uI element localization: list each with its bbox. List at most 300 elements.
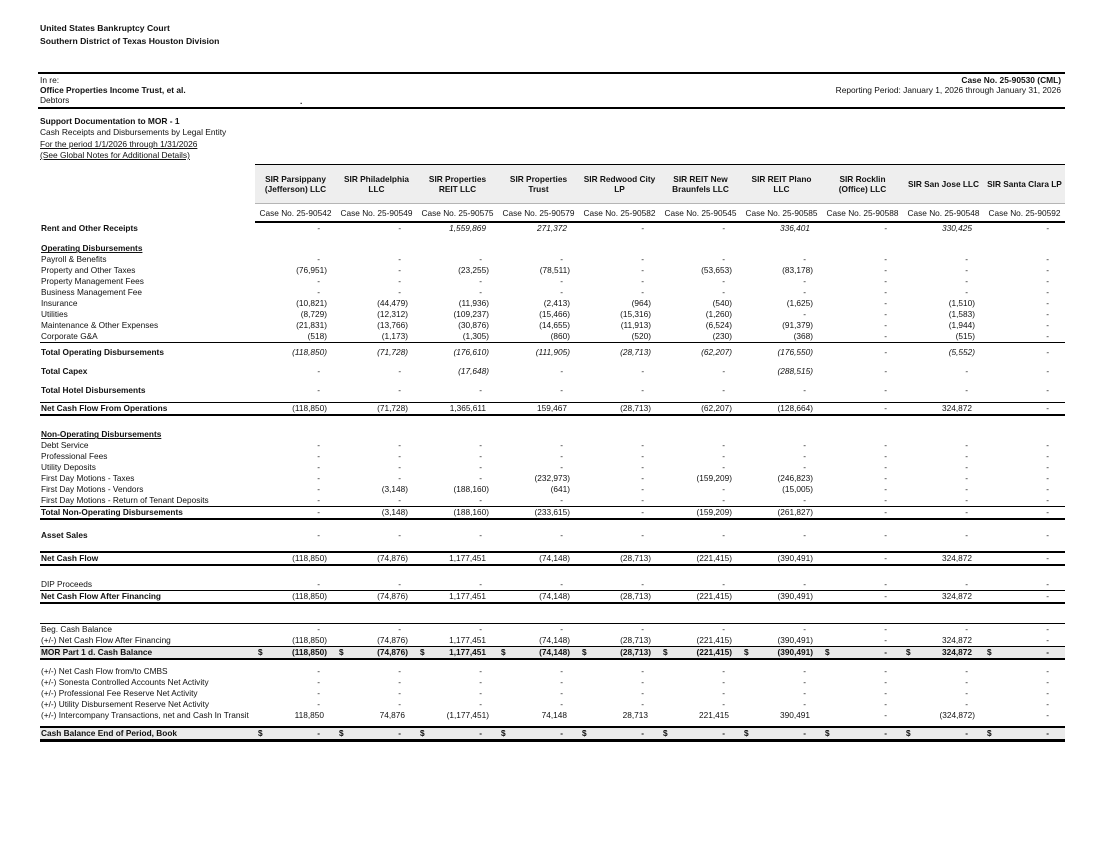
cell: - bbox=[479, 473, 482, 484]
spacer-cell bbox=[40, 603, 1065, 624]
cell: $ - bbox=[579, 727, 660, 741]
cell: - bbox=[1046, 484, 1049, 495]
cell: - bbox=[965, 385, 968, 396]
spacer-cell bbox=[40, 377, 1065, 385]
dollar-sign: $ bbox=[744, 647, 749, 658]
cell: $ - bbox=[903, 727, 984, 741]
cell: - bbox=[660, 495, 741, 507]
cell: 74,876 bbox=[379, 710, 405, 721]
cell: 1,559,869 bbox=[449, 223, 486, 234]
cell: - bbox=[398, 223, 401, 234]
cell: 324,872 bbox=[903, 552, 984, 565]
cell: - bbox=[398, 366, 401, 377]
cell: - bbox=[884, 265, 887, 276]
cell: - bbox=[822, 624, 903, 636]
cell: - bbox=[560, 688, 563, 699]
entity-name: SIR Parsippany (Jefferson) LLC bbox=[255, 165, 336, 204]
cell: - bbox=[884, 276, 887, 287]
row-label: Property and Other Taxes bbox=[41, 265, 136, 276]
cell: - bbox=[741, 495, 822, 507]
table-row bbox=[40, 591, 1065, 604]
cell: - bbox=[641, 699, 644, 710]
cell: - bbox=[317, 287, 320, 298]
cell: (15,005) bbox=[782, 484, 813, 495]
cell: - bbox=[1046, 440, 1049, 451]
cell: - bbox=[741, 624, 822, 636]
row-label: (+/-) Net Cash Flow from/to CMBS bbox=[41, 666, 168, 677]
entity-name: SIR REIT Plano LLC bbox=[741, 165, 822, 204]
entity-case-no: Case No. 25-90592 bbox=[984, 204, 1065, 223]
cell: - bbox=[560, 462, 563, 473]
table-row bbox=[40, 331, 1065, 343]
case-header bbox=[38, 72, 1065, 109]
spacer-row bbox=[40, 519, 1065, 530]
cell: - bbox=[722, 484, 725, 495]
row-label: Payroll & Benefits bbox=[41, 254, 107, 265]
spacer-cell bbox=[40, 565, 1065, 579]
cell: - bbox=[255, 507, 336, 520]
entity-case-no: Case No. 25-90579 bbox=[498, 204, 579, 223]
doc-notes-ref: (See Global Notes for Additional Details) bbox=[40, 150, 190, 161]
cell: - bbox=[560, 366, 563, 377]
cell: - bbox=[965, 530, 968, 541]
cell: - bbox=[641, 473, 644, 484]
row-label: Maintenance & Other Expenses bbox=[41, 320, 159, 331]
cell: (1,177,451) bbox=[446, 710, 489, 721]
cell: - bbox=[317, 451, 320, 462]
dollar-sign: $ bbox=[501, 728, 506, 739]
cell: (390,491) bbox=[741, 635, 822, 647]
cell: (1,173) bbox=[336, 331, 417, 343]
spacer-row bbox=[40, 541, 1065, 552]
cell: - bbox=[884, 440, 887, 451]
cell: 159,467 bbox=[498, 403, 579, 416]
cell: - bbox=[479, 287, 482, 298]
cell: - bbox=[560, 276, 563, 287]
cell: (176,610) bbox=[453, 347, 489, 358]
cell: - bbox=[560, 677, 563, 688]
cell: - bbox=[884, 462, 887, 473]
cell: - bbox=[398, 385, 401, 396]
cell: - bbox=[641, 223, 644, 234]
table-row bbox=[40, 635, 1065, 647]
cell: - bbox=[722, 276, 725, 287]
entity-name: SIR Rocklin (Office) LLC bbox=[822, 165, 903, 204]
cell: (230) bbox=[660, 331, 741, 343]
row-label: (+/-) Professional Fee Reserve Net Activity bbox=[41, 688, 198, 699]
cell: - bbox=[884, 287, 887, 298]
cell: 271,372 bbox=[537, 223, 567, 234]
cell: - bbox=[803, 287, 806, 298]
cell: - bbox=[722, 366, 725, 377]
cell: - bbox=[560, 287, 563, 298]
cell: - bbox=[884, 347, 887, 358]
cell: - bbox=[317, 440, 320, 451]
cell: (28,713) bbox=[579, 635, 660, 647]
cell: - bbox=[479, 451, 482, 462]
cell: 1,177,451 bbox=[417, 635, 498, 647]
cell: $ - bbox=[984, 647, 1065, 660]
cell: - bbox=[984, 507, 1065, 520]
cell: - bbox=[1046, 366, 1049, 377]
spacer-cell bbox=[40, 415, 1065, 429]
cell: (74,876) bbox=[336, 635, 417, 647]
dollar-sign: $ bbox=[987, 728, 992, 739]
cell: - bbox=[317, 677, 320, 688]
row-label: Corporate G&A bbox=[40, 331, 255, 343]
cell: - bbox=[903, 507, 984, 520]
cell: (6,524) bbox=[705, 320, 732, 331]
cell: - bbox=[398, 265, 401, 276]
spacer-cell bbox=[40, 659, 1065, 666]
cell: $ - bbox=[336, 727, 417, 741]
cell: (1,260) bbox=[705, 309, 732, 320]
cell: - bbox=[641, 666, 644, 677]
doc-subtitle: Cash Receipts and Disbursements by Legal Entity bbox=[40, 127, 227, 138]
row-label: Debt Service bbox=[41, 440, 89, 451]
cell: - bbox=[965, 666, 968, 677]
cell: - bbox=[884, 530, 887, 541]
court-name: United States Bankruptcy Court bbox=[40, 23, 170, 33]
cell: - bbox=[579, 624, 660, 636]
court-district: Southern District of Texas Houston Division bbox=[40, 35, 220, 46]
entity-case-no: Case No. 25-90545 bbox=[660, 204, 741, 223]
cell: - bbox=[884, 254, 887, 265]
cell: (1,305) bbox=[417, 331, 498, 343]
mor-table bbox=[40, 164, 1065, 742]
row-label: Net Cash Flow bbox=[40, 552, 255, 565]
cell: - bbox=[398, 462, 401, 473]
row-label: Beg. Cash Balance bbox=[40, 624, 255, 636]
spacer-row bbox=[40, 603, 1065, 624]
table-row bbox=[40, 403, 1065, 416]
cell: 28,713 bbox=[622, 710, 648, 721]
dollar-sign: $ bbox=[501, 647, 506, 658]
cell bbox=[660, 243, 741, 254]
spacer-row bbox=[40, 377, 1065, 385]
cell: - bbox=[1046, 451, 1049, 462]
cell: - bbox=[965, 254, 968, 265]
cell: - bbox=[722, 530, 725, 541]
cell: (288,515) bbox=[777, 366, 813, 377]
cell: - bbox=[884, 385, 887, 396]
cell: - bbox=[965, 265, 968, 276]
cell: - bbox=[884, 309, 887, 320]
cell: - bbox=[822, 591, 903, 604]
cell: - bbox=[336, 624, 417, 636]
cell: (518) bbox=[255, 331, 336, 343]
cell: - bbox=[803, 254, 806, 265]
cell: - bbox=[560, 666, 563, 677]
cell: - bbox=[479, 688, 482, 699]
table-row bbox=[40, 298, 1065, 309]
in-re-label: In re: bbox=[40, 75, 60, 85]
cell: - bbox=[398, 276, 401, 287]
mor-table-head bbox=[40, 165, 1065, 223]
dollar-sign: $ bbox=[825, 647, 830, 658]
court-header bbox=[40, 22, 219, 47]
cell bbox=[822, 429, 903, 440]
table-row bbox=[40, 624, 1065, 636]
row-label: Total Hotel Disbursements bbox=[41, 385, 146, 396]
cell: - bbox=[1046, 462, 1049, 473]
cell: $ - bbox=[984, 727, 1065, 741]
cell: - bbox=[1046, 473, 1049, 484]
debtors-label: Debtors bbox=[40, 94, 70, 105]
cell: - bbox=[641, 688, 644, 699]
cell: - bbox=[498, 624, 579, 636]
cell: - bbox=[884, 298, 887, 309]
cell: - bbox=[884, 320, 887, 331]
cell bbox=[660, 429, 741, 440]
cell: (860) bbox=[498, 331, 579, 343]
spacer-row bbox=[40, 234, 1065, 243]
cell: - bbox=[903, 624, 984, 636]
entity-case-row bbox=[40, 204, 1065, 223]
cell: - bbox=[803, 440, 806, 451]
cell: - bbox=[822, 495, 903, 507]
cell: - bbox=[317, 688, 320, 699]
cell: - bbox=[965, 451, 968, 462]
cell: (520) bbox=[579, 331, 660, 343]
entity-header-row bbox=[40, 165, 1065, 204]
dollar-sign: $ bbox=[663, 728, 668, 739]
cell: - bbox=[641, 462, 644, 473]
cell: (261,827) bbox=[741, 507, 822, 520]
cell: - bbox=[965, 366, 968, 377]
cell: - bbox=[479, 462, 482, 473]
cell: (111,905) bbox=[535, 347, 570, 358]
cell: (118,850) bbox=[292, 347, 327, 358]
table-row bbox=[40, 254, 1065, 265]
cell: - bbox=[398, 451, 401, 462]
cell: - bbox=[965, 688, 968, 699]
dollar-sign: $ bbox=[744, 728, 749, 739]
cell bbox=[903, 243, 984, 254]
cell: - bbox=[803, 276, 806, 287]
cell: (44,479) bbox=[377, 298, 408, 309]
cell: (118,850) bbox=[255, 591, 336, 604]
cell: - bbox=[317, 254, 320, 265]
cell bbox=[417, 429, 498, 440]
cell: 390,491 bbox=[780, 710, 810, 721]
cell: - bbox=[1046, 530, 1049, 541]
table-row bbox=[40, 552, 1065, 565]
table-row bbox=[40, 309, 1065, 320]
cell: (118,850) bbox=[255, 552, 336, 565]
row-label: Utilities bbox=[41, 309, 68, 320]
cell: (1,583) bbox=[948, 309, 975, 320]
cell: - bbox=[1046, 309, 1049, 320]
table-row bbox=[40, 699, 1065, 710]
doc-period: For the period 1/1/2026 through 1/31/2026 bbox=[40, 138, 198, 149]
cell: (176,550) bbox=[777, 347, 813, 358]
cell: - bbox=[884, 710, 887, 721]
cell: - bbox=[984, 552, 1065, 565]
debtor-name: Office Properties Income Trust, et al. bbox=[40, 84, 186, 95]
cell bbox=[255, 243, 336, 254]
cell bbox=[984, 429, 1065, 440]
cell: $ - bbox=[822, 727, 903, 741]
cell: (23,255) bbox=[458, 265, 489, 276]
cell: (964) bbox=[631, 298, 651, 309]
entity-name: SIR Redwood City LP bbox=[579, 165, 660, 204]
cell: - bbox=[317, 699, 320, 710]
cell: $ - bbox=[417, 727, 498, 741]
cell: - bbox=[803, 677, 806, 688]
cell: - bbox=[560, 451, 563, 462]
cell: (11,936) bbox=[458, 298, 489, 309]
cell: - bbox=[965, 440, 968, 451]
cell: (11,913) bbox=[620, 320, 651, 331]
row-label: (+/-) Utility Disbursement Reserve Net Activity bbox=[41, 699, 210, 710]
cell: - bbox=[722, 666, 725, 677]
table-row bbox=[40, 688, 1065, 699]
dollar-sign: $ bbox=[987, 647, 992, 658]
row-label: (+/-) Net Cash Flow After Financing bbox=[40, 635, 255, 647]
spacer-row bbox=[40, 565, 1065, 579]
table-row bbox=[40, 579, 1065, 591]
cell bbox=[417, 243, 498, 254]
row-label: Cash Balance End of Period, Book bbox=[40, 727, 255, 741]
cell bbox=[741, 429, 822, 440]
case-header-right bbox=[836, 76, 1061, 105]
cell: - bbox=[803, 309, 806, 320]
cell: - bbox=[479, 666, 482, 677]
cell: - bbox=[560, 254, 563, 265]
cell: - bbox=[965, 484, 968, 495]
table-row bbox=[40, 507, 1065, 520]
cell: - bbox=[317, 276, 320, 287]
cell: 1,365,611 bbox=[417, 403, 498, 416]
cell: $ (221,415) bbox=[660, 647, 741, 660]
reporting-period: Reporting Period: January 1, 2026 through January 31, 2026 bbox=[835, 84, 1061, 95]
cell: - bbox=[398, 579, 401, 590]
cell: - bbox=[317, 666, 320, 677]
entity-case-no: Case No. 25-90582 bbox=[579, 204, 660, 223]
cell: - bbox=[317, 462, 320, 473]
cell: (13,766) bbox=[377, 320, 408, 331]
cell: - bbox=[884, 223, 887, 234]
entity-case-no: Case No. 25-90585 bbox=[741, 204, 822, 223]
cell: $ 324,872 bbox=[903, 647, 984, 660]
doc-title: Support Documentation to MOR - 1 bbox=[40, 116, 180, 126]
cell: - bbox=[1046, 579, 1049, 590]
cell: (15,466) bbox=[539, 309, 570, 320]
table-row bbox=[40, 347, 1065, 358]
cell: - bbox=[884, 677, 887, 688]
cell: - bbox=[822, 403, 903, 416]
row-label: Non-Operating Disbursements bbox=[41, 429, 162, 440]
cell bbox=[498, 429, 579, 440]
cell: (76,951) bbox=[296, 265, 327, 276]
cell bbox=[741, 243, 822, 254]
dollar-sign: $ bbox=[258, 728, 263, 739]
cell: - bbox=[641, 366, 644, 377]
cell: - bbox=[1046, 298, 1049, 309]
dollar-sign: $ bbox=[582, 647, 587, 658]
cell: - bbox=[398, 287, 401, 298]
cell: - bbox=[984, 331, 1065, 343]
entity-name: SIR San Jose LLC bbox=[903, 165, 984, 204]
entity-header-spacer bbox=[40, 165, 255, 204]
cell: (12,312) bbox=[377, 309, 408, 320]
cell: - bbox=[803, 699, 806, 710]
cell bbox=[498, 243, 579, 254]
cell: - bbox=[398, 688, 401, 699]
cell: - bbox=[984, 635, 1065, 647]
cell: (62,207) bbox=[660, 403, 741, 416]
cell: (390,491) bbox=[741, 552, 822, 565]
cell: (17,648) bbox=[458, 366, 489, 377]
row-label: Rent and Other Receipts bbox=[41, 222, 138, 233]
cell: (21,831) bbox=[296, 320, 327, 331]
cell: - bbox=[965, 462, 968, 473]
cell: - bbox=[660, 624, 741, 636]
cell: - bbox=[1046, 254, 1049, 265]
cell: - bbox=[417, 495, 498, 507]
cell: - bbox=[903, 495, 984, 507]
cell: - bbox=[984, 495, 1065, 507]
row-label: (+/-) Intercompany Transactions, net and Cash In Transit bbox=[41, 710, 249, 721]
spacer-cell bbox=[40, 541, 1065, 552]
cell: (8,729) bbox=[300, 309, 327, 320]
cell: - bbox=[479, 699, 482, 710]
cell: - bbox=[479, 579, 482, 590]
cell: (324,872) bbox=[939, 710, 975, 721]
cell bbox=[984, 243, 1065, 254]
cell: - bbox=[803, 579, 806, 590]
cell: 118,850 bbox=[294, 710, 324, 721]
table-row bbox=[40, 287, 1065, 298]
cell: - bbox=[641, 276, 644, 287]
cell: - bbox=[317, 366, 320, 377]
cell: - bbox=[884, 473, 887, 484]
cell: 1,177,451 bbox=[417, 552, 498, 565]
cell: - bbox=[722, 287, 725, 298]
cell: - bbox=[1046, 688, 1049, 699]
table-row bbox=[40, 727, 1065, 741]
cell: (28,713) bbox=[579, 552, 660, 565]
cell: - bbox=[1046, 699, 1049, 710]
cell: (10,821) bbox=[296, 298, 327, 309]
cell: (118,850) bbox=[255, 635, 336, 647]
cell: - bbox=[1046, 287, 1049, 298]
cell: - bbox=[1046, 677, 1049, 688]
cell: - bbox=[1046, 666, 1049, 677]
cell: - bbox=[641, 385, 644, 396]
cell: - bbox=[984, 591, 1065, 604]
cell: - bbox=[560, 440, 563, 451]
dollar-sign: $ bbox=[339, 647, 344, 658]
cell: - bbox=[641, 530, 644, 541]
cell: - bbox=[1046, 276, 1049, 287]
cell: - bbox=[822, 331, 903, 343]
cell: - bbox=[884, 579, 887, 590]
cell: - bbox=[398, 666, 401, 677]
cell: (28,713) bbox=[579, 403, 660, 416]
cell: - bbox=[722, 440, 725, 451]
cell: (515) bbox=[903, 331, 984, 343]
spacer-row bbox=[40, 358, 1065, 366]
spacer-cell bbox=[40, 234, 1065, 243]
cell: - bbox=[803, 530, 806, 541]
cell: - bbox=[984, 624, 1065, 636]
spacer-cell bbox=[40, 519, 1065, 530]
cell: $ (74,148) bbox=[498, 647, 579, 660]
table-row bbox=[40, 530, 1065, 541]
row-label: Net Cash Flow From Operations bbox=[40, 403, 255, 416]
